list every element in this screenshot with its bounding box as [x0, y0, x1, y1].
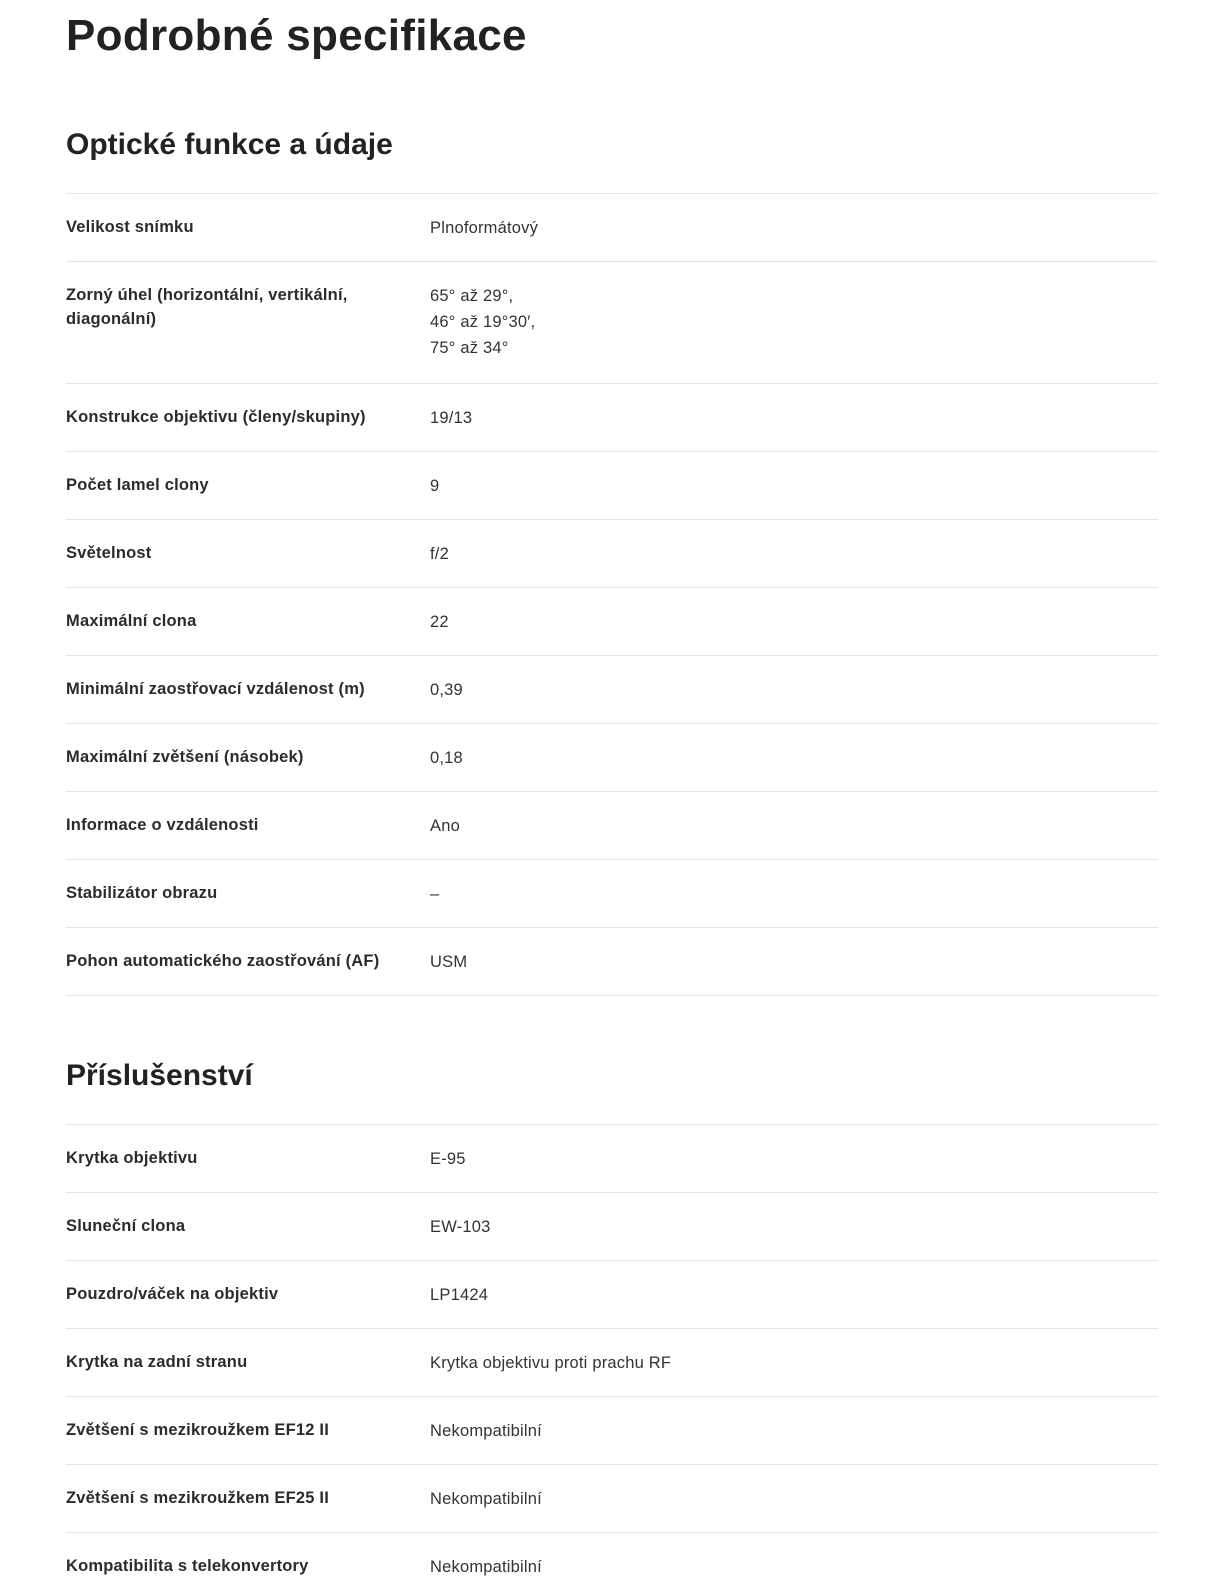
- spec-row: [66, 1261, 1158, 1329]
- spec-label: Sluneční clona: [66, 1217, 186, 1235]
- spec-label: Pouzdro/váček na objektiv: [66, 1285, 279, 1303]
- spec-row: [66, 262, 1158, 384]
- spec-value: E-95: [430, 1150, 466, 1168]
- spec-value: 0,39: [430, 681, 463, 699]
- spec-label: Informace o vzdálenosti: [66, 816, 259, 834]
- spec-value: 9: [430, 477, 440, 495]
- spec-row: [66, 1465, 1158, 1533]
- spec-label: Minimální zaostřovací vzdálenost (m): [66, 680, 365, 698]
- spec-value: LP1424: [430, 1286, 489, 1304]
- spec-row: [66, 656, 1158, 724]
- section-title: Příslušenství: [66, 1059, 253, 1092]
- spec-row: [66, 452, 1158, 520]
- spec-label: Krytka objektivu: [66, 1149, 198, 1167]
- spec-value: 19/13: [430, 409, 473, 427]
- spec-row: [66, 1193, 1158, 1261]
- spec-row: [66, 1329, 1158, 1397]
- spec-value: Nekompatibilní: [430, 1422, 542, 1440]
- spec-label: Maximální zvětšení (násobek): [66, 748, 304, 766]
- spec-value: USM: [430, 953, 468, 971]
- spec-table-accessories: [66, 1124, 1158, 1594]
- spec-row: [66, 384, 1158, 452]
- spec-value: 22: [430, 613, 449, 631]
- section-title: Optické funkce a údaje: [66, 128, 393, 161]
- spec-row: [66, 588, 1158, 656]
- spec-label: Počet lamel clony: [66, 476, 209, 494]
- spec-row: [66, 860, 1158, 928]
- spec-label: Stabilizátor obrazu: [66, 884, 218, 902]
- section-optical: [66, 127, 1158, 996]
- spec-table-optical: [66, 193, 1158, 996]
- section-accessories: [66, 1058, 1158, 1594]
- spec-value: 65° až 29°, 46° až 19°30′, 75° až 34°: [430, 287, 536, 357]
- spec-row: [66, 520, 1158, 588]
- spec-label: Kompatibilita s telekonvertory: [66, 1557, 309, 1575]
- spec-row: [66, 1533, 1158, 1594]
- spec-row: [66, 1125, 1158, 1193]
- spec-value: –: [430, 885, 440, 903]
- spec-label: Maximální clona: [66, 612, 197, 630]
- spec-label: Zorný úhel (horizontální, vertikální, diagonální): [66, 286, 348, 328]
- spec-row: [66, 194, 1158, 262]
- spec-label: Krytka na zadní stranu: [66, 1353, 248, 1371]
- spec-label: Zvětšení s mezikroužkem EF12 II: [66, 1421, 329, 1439]
- spec-label: Velikost snímku: [66, 218, 194, 236]
- spec-label: Zvětšení s mezikroužkem EF25 II: [66, 1489, 329, 1507]
- spec-value: Nekompatibilní: [430, 1558, 542, 1576]
- spec-value: Plnoformátový: [430, 219, 539, 237]
- spec-label: Konstrukce objektivu (členy/skupiny): [66, 408, 366, 426]
- spec-value: Krytka objektivu proti prachu RF: [430, 1354, 672, 1372]
- spec-label: Světelnost: [66, 544, 152, 562]
- spec-row: [66, 928, 1158, 996]
- spec-value: Ano: [430, 817, 460, 835]
- page-title: Podrobné specifikace: [66, 11, 527, 60]
- spec-row: [66, 792, 1158, 860]
- spec-value: EW-103: [430, 1218, 491, 1236]
- spec-row: [66, 724, 1158, 792]
- spec-label: Pohon automatického zaostřování (AF): [66, 952, 380, 970]
- spec-value: f/2: [430, 545, 449, 563]
- spec-value: 0,18: [430, 749, 463, 767]
- spec-row: [66, 1397, 1158, 1465]
- spec-value: Nekompatibilní: [430, 1490, 542, 1508]
